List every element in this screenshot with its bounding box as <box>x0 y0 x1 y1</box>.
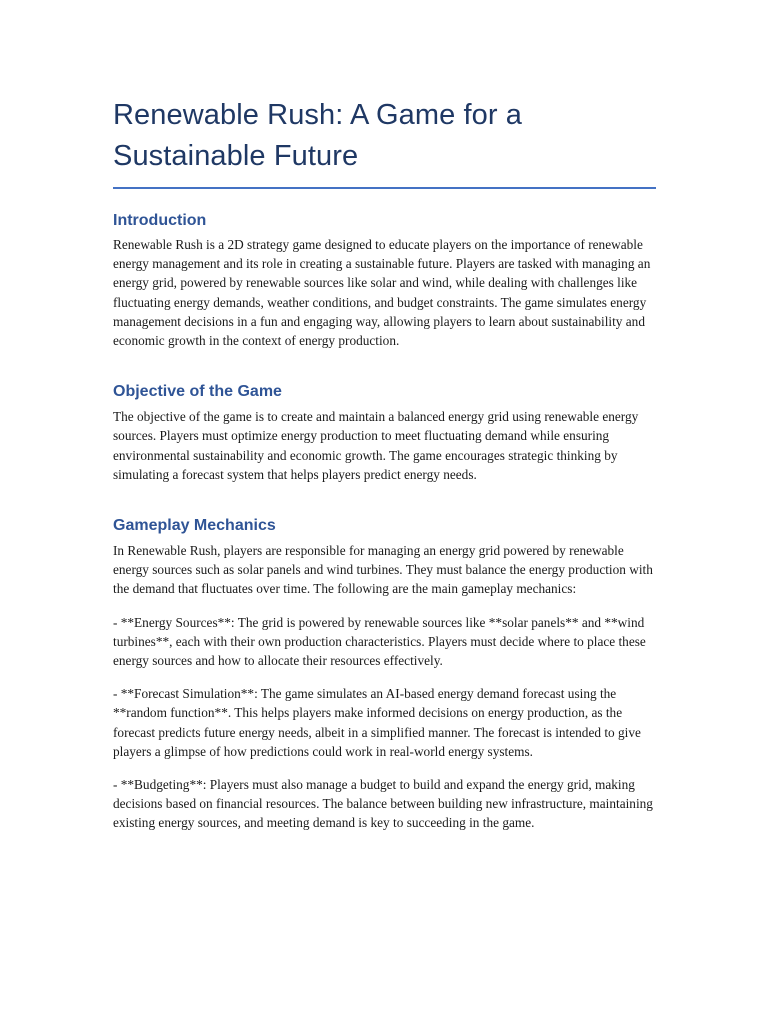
page-title: Renewable Rush: A Game for a Sustainable Future <box>113 99 523 172</box>
paragraph-gameplay-intro: In Renewable Rush, players are responsible for managing an energy grid powered by renewable energy sources such as solar panels and wind turbines. They must balance the energy production with the demand that fluctuates over time. The following are the main gameplay mechanics: <box>113 543 653 597</box>
document-page <box>113 0 656 833</box>
paragraph-forecast-simulation: - **Forecast Simulation**: The game simulates an AI-based energy demand forecast using the **random function**. This helps players make informed decisions on energy production, as the forecast predicts future energy needs, albeit in a simplified manner. The forecast is intended to give players a glimpse of how predictions could work in real-world energy systems. <box>113 686 641 759</box>
section-heading-gameplay: Gameplay Mechanics <box>113 517 276 535</box>
paragraph-introduction: Renewable Rush is a 2D strategy game designed to educate players on the importance of renewable energy management and its role in creating a sustainable future. Players are tasked with managing an energy grid, powered by renewable sources like solar and wind, while dealing with challenges like fluctuating energy demands, weather conditions, and budget constraints. The game simulates energy management decisions in a fun and engaging way, allowing players to learn about sustainability and economic growth in the context of energy production. <box>113 237 651 349</box>
section-heading-introduction: Introduction <box>113 212 207 229</box>
paragraph-budgeting: - **Budgeting**: Players must also manage a budget to build and expand the energy grid, making decisions based on financial resources. The balance between building new infrastructure, maintaining existing energy sources, and meeting demand is key to succeeding in the game. <box>113 777 653 831</box>
section-heading-objective: Objective of the Game <box>113 383 282 401</box>
title-divider <box>113 187 656 189</box>
paragraph-energy-sources: - **Energy Sources**: The grid is powered by renewable sources like **solar panels** and **wind turbines**, each with their own production characteristics. Players must decide where to place these energy sources and how to allocate their resources effectively. <box>113 614 646 669</box>
paragraph-objective: The objective of the game is to create and maintain a balanced energy grid using renewable energy sources. Players must optimize energy production to meet fluctuating demand while ensuring environmental sustainability and economic growth. The game encourages strategic thinking by simulating a forecast system that helps players predict energy needs. <box>113 409 639 482</box>
